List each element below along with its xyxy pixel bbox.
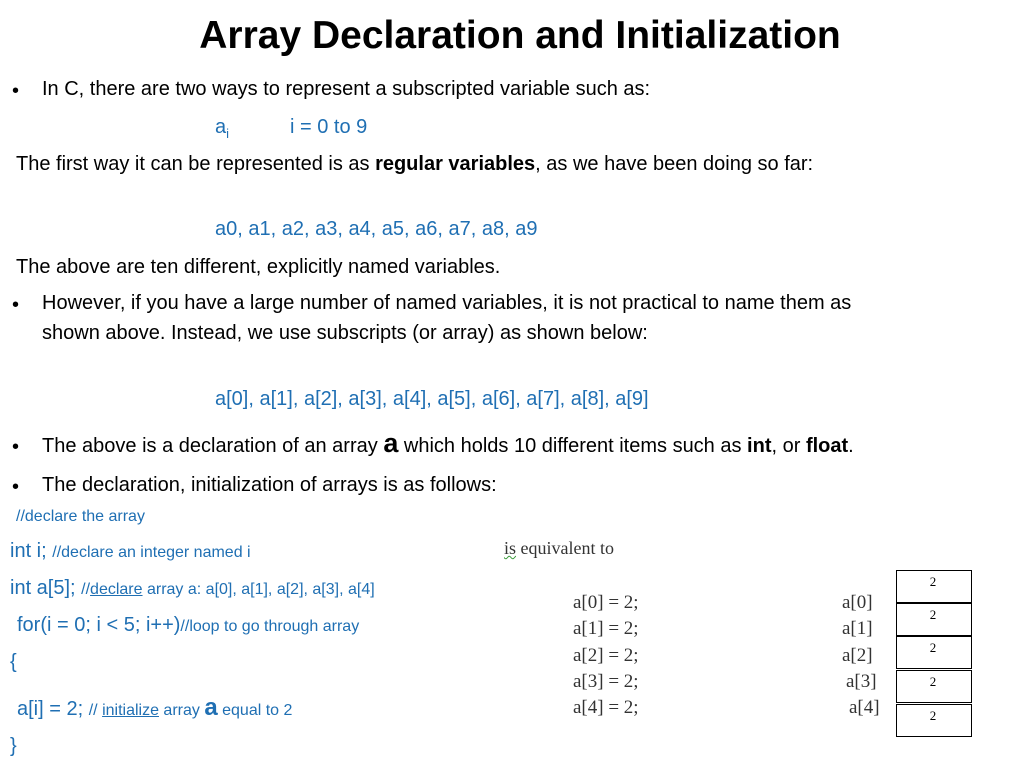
code-comment-declare: //declare the array [16, 508, 145, 525]
code-array-name: a [204, 694, 218, 721]
bullet-icon: • [12, 294, 20, 316]
memory-cell-2: 2 [896, 636, 972, 669]
code-line-int-i [10, 540, 251, 563]
code-comment-int-i: //declare an integer named i [52, 544, 251, 561]
code-int-i: int i; [10, 540, 53, 562]
subscript-example [215, 116, 229, 141]
bullet-icon: • [12, 476, 20, 498]
assignment-3: a[3] = 2; [573, 671, 639, 692]
first-way-pre: The first way it can be represented is as [16, 153, 376, 175]
subscript-range: i = 0 to 9 [290, 116, 368, 138]
code-comment-array-elements: array a: a[0], a[1], a[2], a[3], a[4] [142, 581, 375, 598]
assignment-2: a[2] = 2; [573, 645, 639, 666]
bullet-icon: • [12, 80, 20, 102]
memory-cell-0: 2 [896, 570, 972, 603]
bullet-large-number-line2: shown above. Instead, we use subscripts (or array) as shown below: [42, 322, 648, 344]
first-way-text [16, 153, 813, 176]
code-comment-slashes: // [81, 581, 91, 598]
code-line-int-array [10, 577, 375, 600]
first-way-post: , as we have been doing so far: [535, 153, 814, 175]
code-initialize-word: initialize [102, 702, 159, 719]
assignment-4: a[4] = 2; [573, 697, 639, 718]
first-way-bold: regular variables [375, 153, 536, 175]
b3-pre: The above is a declaration of an array [42, 435, 384, 457]
b3-end: . [848, 435, 854, 457]
code-close-brace: } [10, 735, 17, 757]
code-comment-equal: equal to 2 [217, 702, 293, 719]
assignment-0: a[0] = 2; [573, 592, 639, 613]
code-for: for(i = 0; i < 5; i++) [17, 614, 181, 636]
memory-label-0: a[0] [842, 592, 873, 613]
bullet-icon: • [12, 436, 20, 458]
code-line-assign [17, 694, 292, 722]
b3-mid: which holds 10 different items such as [398, 435, 748, 457]
code-open-brace: { [10, 651, 17, 673]
memory-label-1: a[1] [842, 618, 873, 639]
b3-float: float [805, 435, 849, 457]
code-comment-array-word: array [158, 702, 205, 719]
bullet-declaration-init: The declaration, initialization of arrays is as follows: [42, 474, 497, 496]
equivalent-label [504, 538, 614, 559]
bullet-large-number-line1: However, if you have a large number of named variables, it is not practical to name them as [42, 292, 852, 314]
regular-variable-list: a0, a1, a2, a3, a4, a5, a6, a7, a8, a9 [215, 218, 538, 240]
memory-label-3: a[3] [846, 671, 877, 692]
code-comment-slashes2: // [88, 702, 103, 719]
array-element-list: a[0], a[1], a[2], a[3], a[4], a[5], a[6], a[7], a[8], a[9] [215, 388, 649, 410]
equivalent-is: is [504, 538, 517, 558]
b3-array-name: a [383, 428, 399, 458]
memory-cell-1: 2 [896, 603, 972, 636]
bullet-array-declaration [42, 428, 854, 459]
code-comment-loop: //loop to go through array [180, 618, 360, 635]
equivalent-rest: equivalent to [516, 538, 614, 558]
bullet-two-ways: In C, there are two ways to represent a subscripted variable such as: [42, 78, 651, 100]
memory-label-2: a[2] [842, 645, 873, 666]
memory-cell-4: 2 [896, 704, 972, 737]
b3-int: int [747, 435, 772, 457]
ten-variables-text: The above are ten different, explicitly named variables. [16, 256, 501, 278]
memory-label-4: a[4] [849, 697, 880, 718]
memory-cell-3: 2 [896, 670, 972, 703]
slide-title: Array Declaration and Initialization [199, 14, 841, 57]
code-int-array: int a[5]; [10, 577, 82, 599]
code-line-for-loop [17, 614, 359, 637]
code-assign: a[i] = 2; [17, 698, 89, 720]
subscript-base: a [215, 116, 227, 138]
code-declare-word: declare [90, 581, 143, 598]
assignment-1: a[1] = 2; [573, 618, 639, 639]
subscript-index: i [226, 126, 230, 141]
b3-or: , or [771, 435, 806, 457]
